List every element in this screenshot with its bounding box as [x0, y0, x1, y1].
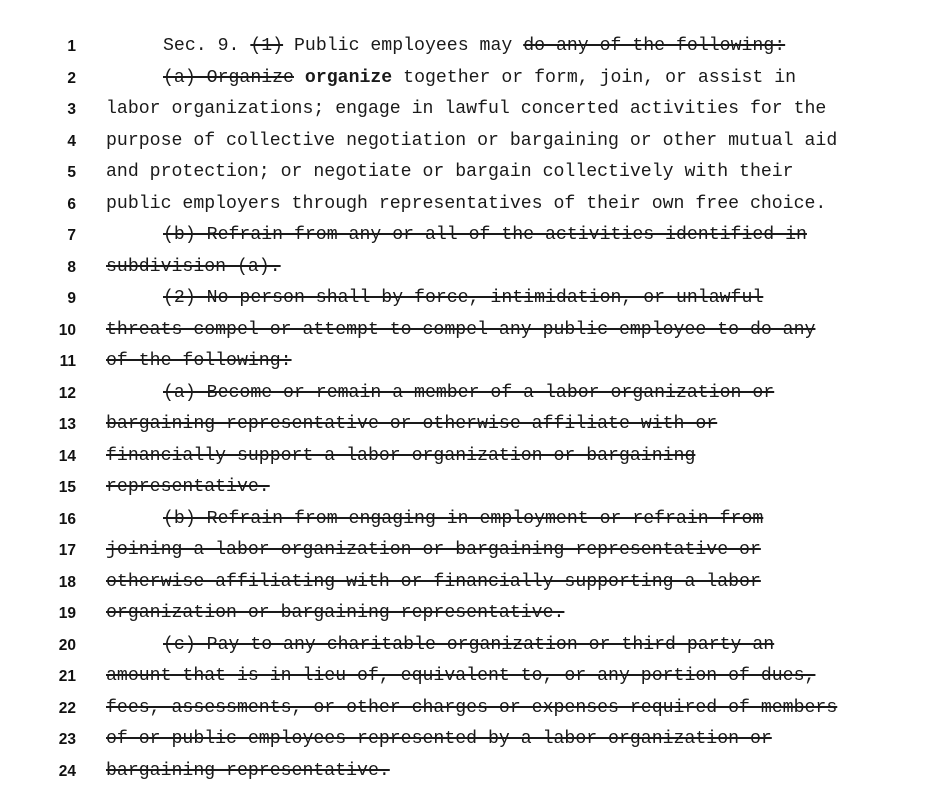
document-line — [0, 94, 946, 126]
text-segment — [294, 68, 305, 88]
deleted-text: (c) Pay to any charitable organization or third party an — [163, 634, 775, 655]
line-number: 10 — [58, 321, 76, 339]
line-text — [163, 630, 774, 662]
deleted-text: (2) No person shall by force, intimidation, or unlawful — [163, 288, 764, 308]
line-number: 5 — [67, 164, 76, 181]
document-line — [0, 378, 946, 410]
document-line — [0, 220, 946, 252]
line-text — [163, 63, 796, 95]
line-text — [106, 535, 761, 567]
inserted-text: organize — [304, 67, 393, 88]
text-segment: purpose of collective negotiation or bargaining or other mutual aid — [106, 130, 838, 151]
line-text — [163, 283, 763, 315]
deleted-text: fees, assessments, or other charges or expenses required of members — [106, 697, 838, 718]
deleted-text: bargaining representative. — [106, 760, 390, 781]
text-segment: Public employees may — [283, 36, 524, 56]
deleted-text: subdivision (a). — [106, 256, 281, 277]
line-number: 13 — [58, 416, 76, 433]
deleted-text: amount that is in lieu of, equivalent to, or any portion of dues, — [106, 666, 816, 686]
line-text — [106, 756, 390, 788]
line-text — [106, 346, 292, 378]
line-text — [106, 409, 717, 441]
deleted-text: joining a labor organization or bargaining representative or — [106, 540, 761, 560]
line-text — [106, 661, 815, 693]
line-text — [106, 252, 281, 284]
document-line — [0, 504, 946, 536]
text-segment: Sec. 9. — [163, 36, 251, 56]
document-line — [0, 724, 946, 756]
text-segment: and protection; or negotiate or bargain collectively with their — [106, 162, 794, 182]
line-text — [106, 189, 826, 221]
line-number: 9 — [67, 290, 76, 307]
line-number: 4 — [67, 132, 76, 150]
document-line — [0, 126, 946, 158]
document-line — [0, 346, 946, 378]
line-text — [106, 724, 772, 756]
line-number: 12 — [58, 384, 76, 402]
deleted-text: threats compel or attempt to compel any public employee to do any — [106, 319, 816, 340]
deleted-text: (1) — [250, 36, 284, 56]
deleted-text: (b) Refrain from engaging in employment or refrain from — [163, 508, 764, 529]
bill-text — [0, 31, 946, 787]
document-line — [0, 441, 946, 473]
line-number: 23 — [58, 731, 76, 748]
line-text — [106, 126, 837, 158]
line-text — [106, 94, 826, 126]
document-line — [0, 283, 946, 315]
deleted-text: bargaining representative or otherwise affiliate with or — [106, 414, 718, 434]
line-text — [106, 567, 761, 599]
line-number: 11 — [59, 353, 76, 370]
line-number: 6 — [67, 195, 76, 213]
line-text — [106, 598, 564, 630]
text-segment: public employers through representatives of their own free choice. — [106, 193, 827, 214]
deleted-text: financially support a labor organization or bargaining — [106, 445, 696, 466]
line-text — [106, 472, 270, 504]
document-line — [0, 31, 946, 63]
document-line — [0, 252, 946, 284]
document-line — [0, 598, 946, 630]
document-line — [0, 535, 946, 567]
line-number: 15 — [58, 479, 76, 496]
deleted-text: representative. — [106, 477, 270, 497]
line-number: 22 — [58, 699, 76, 717]
document-line — [0, 472, 946, 504]
deleted-text: do any of the following: — [523, 36, 786, 56]
line-text — [106, 693, 837, 725]
line-text — [163, 378, 774, 410]
deleted-text: (a) Become or remain a member of a labor organization or — [163, 382, 775, 403]
text-segment: together or form, join, or assist in — [392, 67, 797, 88]
document-line — [0, 693, 946, 725]
line-number: 3 — [67, 101, 76, 118]
document-line — [0, 567, 946, 599]
deleted-text: of or public employees represented by a labor organization or — [106, 729, 772, 749]
line-text — [163, 504, 763, 536]
document-line — [0, 157, 946, 189]
line-number: 1 — [67, 38, 76, 55]
text-segment: labor organizations; engage in lawful concerted activities for the — [106, 99, 827, 119]
document-line — [0, 756, 946, 788]
document-line — [0, 315, 946, 347]
line-number: 8 — [67, 258, 76, 276]
line-number: 2 — [67, 69, 76, 87]
line-number: 16 — [58, 510, 76, 528]
document-line — [0, 661, 946, 693]
line-number: 17 — [58, 542, 76, 559]
line-number: 24 — [58, 762, 76, 780]
document-line — [0, 409, 946, 441]
deleted-text: (a) Organize — [163, 67, 294, 88]
line-number: 18 — [58, 573, 76, 591]
line-number: 21 — [58, 668, 76, 685]
document-line — [0, 189, 946, 221]
line-text — [106, 315, 815, 347]
line-text — [163, 220, 807, 252]
document-line — [0, 63, 946, 95]
deleted-text: otherwise affiliating with or financially supporting a labor — [106, 571, 761, 592]
document-line — [0, 630, 946, 662]
line-text — [163, 31, 785, 63]
deleted-text: (b) Refrain from any or all of the activities identified in — [163, 225, 807, 245]
line-number: 7 — [67, 227, 76, 244]
line-number: 19 — [58, 605, 76, 622]
line-number: 20 — [58, 636, 76, 654]
deleted-text: of the following: — [106, 351, 292, 371]
deleted-text: organization or bargaining representative. — [106, 603, 565, 623]
line-number: 14 — [58, 447, 76, 465]
line-text — [106, 157, 794, 189]
line-text — [106, 441, 695, 473]
